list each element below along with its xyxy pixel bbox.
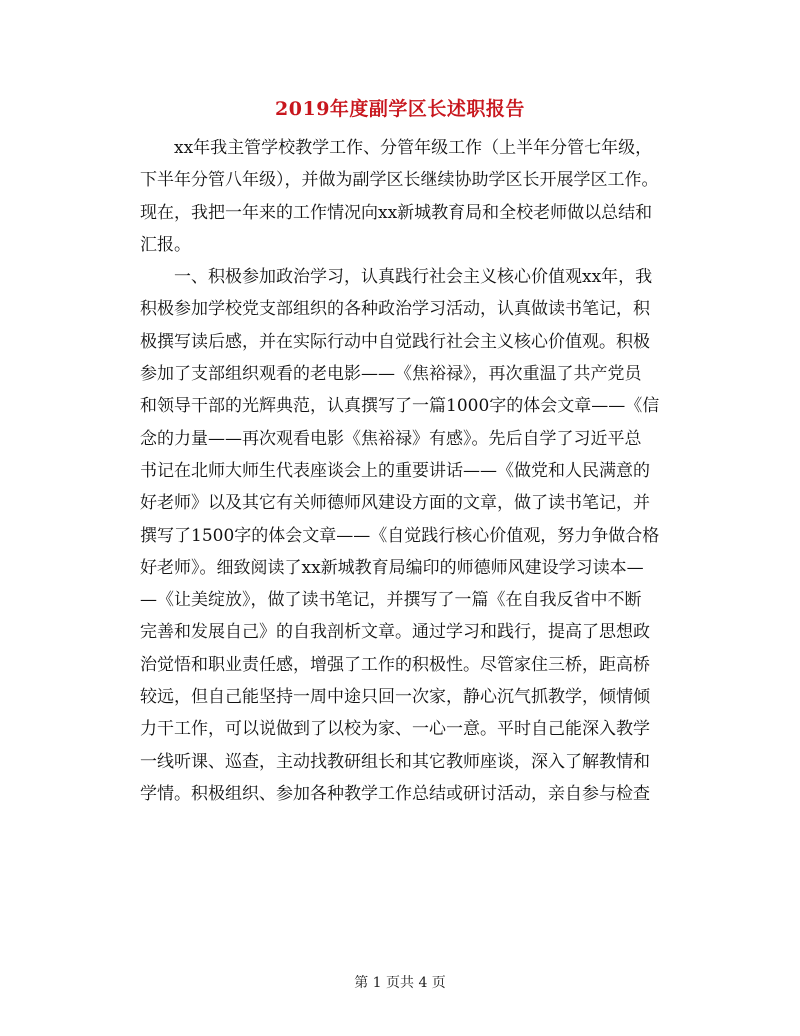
paragraph-line: —《让美绽放》，做了读书笔记，并撰写了一篇《在自我反省中不断 (140, 590, 642, 611)
paragraph-line: 一、积极参加政治学习，认真践行社会主义核心价值观xx年，我 (174, 267, 653, 288)
paragraph-line: 书记在北师大师生代表座谈会上的重要讲话——《做党和人民满意的 (140, 460, 650, 481)
paragraph-line: 参加了支部组织观看的老电影——《焦裕禄》，再次重温了共产党员 (140, 364, 642, 385)
paragraph-line: 现在，我把一年来的工作情况向xx新城教育局和全校老师做以总结和 (140, 202, 653, 223)
paragraph-line: 念的力量——再次观看电影《焦裕禄》有感》。先后自学了习近平总 (140, 428, 642, 449)
document-title: 2019年度副学区长述职报告 (275, 98, 525, 120)
paragraph-line: 力干工作，可以说做到了以校为家、一心一意。平时自己能深入教学 (140, 719, 650, 740)
paragraph-line: 完善和发展自己》的自我剖析文章。通过学习和践行，提高了思想政 (140, 622, 650, 643)
paragraph-line: 学情。积极组织、参加各种教学工作总结或研讨活动，亲自参与检查 (140, 783, 650, 804)
paragraph-line: 撰写了1500字的体会文章——《自觉践行核心价值观，努力争做合格 (140, 525, 660, 546)
paragraph-line: xx年我主管学校教学工作、分管年级工作（上半年分管七年级， (174, 138, 653, 158)
paragraph-line: 较远，但自己能坚持一周中途只回一次家，静心沉气抓教学，倾情倾 (140, 687, 650, 708)
paragraph-line: 好老师》以及其它有关师德师风建设方面的文章，做了读书笔记，并 (140, 493, 650, 514)
paragraph-line: 汇报。 (140, 234, 191, 255)
page-footer: 第 1 页共 4 页 (354, 975, 446, 991)
paragraph-line: 和领导干部的光辉典范，认真撰写了一篇1000字的体会文章——《信 (140, 396, 660, 417)
paragraph-line: 治觉悟和职业责任感，增强了工作的积极性。尽管家住三桥，距高桥 (140, 654, 650, 675)
document-body (140, 132, 660, 810)
paragraph-line: 积极参加学校党支部组织的各种政治学习活动，认真做读书笔记，积 (140, 299, 650, 320)
paragraph-line: 极撰写读后感，并在实际行动中自觉践行社会主义核心价值观。积极 (140, 331, 650, 352)
paragraph-line: 一线听课、巡查，主动找教研组长和其它教师座谈，深入了解教情和 (140, 751, 650, 772)
paragraph-line: 下半年分管八年级），并做为副学区长继续协助学区长开展学区工作。 (140, 170, 659, 191)
paragraph-line: 好老师》。细致阅读了xx新城教育局编印的师德师风建设学习读本— (140, 557, 644, 578)
